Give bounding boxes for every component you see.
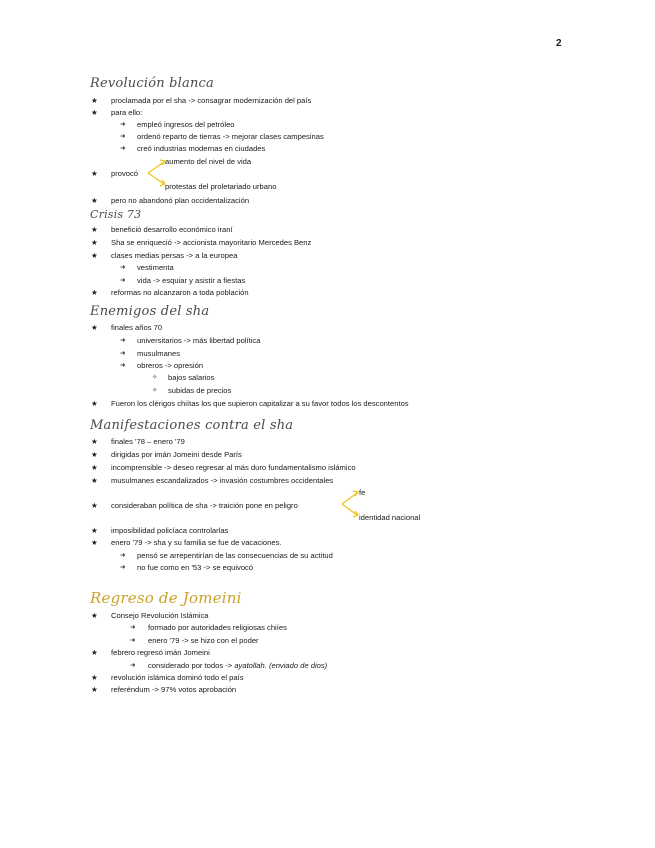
bullet-star: ★ bbox=[91, 196, 98, 205]
list-item: enero '79 -> se hizo con el poder bbox=[148, 636, 259, 645]
arrow-down-line bbox=[342, 504, 357, 515]
arrow-bullet-icon: ➜ bbox=[120, 277, 126, 284]
heading-manifestaciones: Manifestaciones contra el sha bbox=[90, 418, 294, 433]
list-item: incomprensible -> deseo regresar al más duro fundamentalismo islámico bbox=[111, 463, 356, 472]
heading-crisis: Crisis 73 bbox=[90, 208, 142, 221]
list-item: obreros -> opresión bbox=[137, 361, 204, 370]
sparkle-bullet-icon: ✧ bbox=[152, 387, 158, 394]
list-item-text: considerado por todos -> bbox=[148, 661, 235, 670]
list-item: benefició desarrollo económico iraní bbox=[111, 225, 233, 234]
list-item: clases medias persas -> a la europea bbox=[111, 251, 238, 260]
arrow-bullet-icon: ➜ bbox=[120, 264, 126, 271]
bullet-star: ★ bbox=[91, 611, 98, 620]
list-item-italic: ayatollah. (enviado de dios) bbox=[234, 661, 328, 670]
bullet-star: ★ bbox=[91, 648, 98, 657]
arrow-bullet-icon: ➜ bbox=[120, 552, 126, 559]
list-item: empleó ingresos del petróleo bbox=[137, 120, 235, 129]
list-item: referéndum -> 97% votos aprobación bbox=[111, 685, 237, 694]
bullet-star: ★ bbox=[91, 501, 98, 510]
arrow-bullet-icon: ➜ bbox=[120, 121, 126, 128]
list-item: no fue como en '53 -> se equivocó bbox=[137, 563, 254, 572]
bullet-star: ★ bbox=[91, 450, 98, 459]
arrow-bullet-icon: ➜ bbox=[130, 637, 136, 644]
heading-enemigos: Enemigos del sha bbox=[90, 304, 210, 319]
list-item: formado por autoridades religiosas chiíes bbox=[148, 623, 287, 632]
bullet-star: ★ bbox=[91, 476, 98, 485]
list-item: musulmanes bbox=[137, 349, 181, 358]
list-item: universitarios -> más libertad política bbox=[137, 336, 261, 345]
arrow-bullet-icon: ➜ bbox=[120, 564, 126, 571]
heading-revolucion-blanca: Revolución blanca bbox=[90, 76, 214, 91]
arrow-bullet-icon: ➜ bbox=[130, 662, 136, 669]
arrow-down-line bbox=[148, 173, 164, 184]
bullet-star: ★ bbox=[91, 673, 98, 682]
bullet-star: ★ bbox=[91, 238, 98, 247]
list-item: bajos salarios bbox=[168, 373, 215, 382]
list-item: finales años 70 bbox=[111, 323, 163, 332]
page-number: 2 bbox=[556, 38, 562, 49]
bullet-star: ★ bbox=[91, 538, 98, 547]
list-item: musulmanes escandalizados -> invasión costumbres occidentales bbox=[111, 476, 334, 485]
arrow-bullet-icon: ➜ bbox=[130, 624, 136, 631]
bullet-star: ★ bbox=[91, 288, 98, 297]
list-item: ordenó reparto de tierras -> mejorar clases campesinas bbox=[137, 132, 324, 141]
arrow-bullet-icon: ➜ bbox=[120, 145, 126, 152]
list-item: imposibilidad policíaca controlarlas bbox=[111, 526, 229, 535]
bullet-star: ★ bbox=[91, 685, 98, 694]
list-item: enero '79 -> sha y su familia se fue de vacaciones. bbox=[111, 538, 282, 547]
list-item: pero no abandonó plan occidentalización bbox=[111, 196, 250, 205]
bullet-star: ★ bbox=[91, 169, 98, 178]
list-item: Consejo Revolución Islámica bbox=[111, 611, 209, 620]
bullet-star: ★ bbox=[91, 96, 98, 105]
bullet-star: ★ bbox=[91, 463, 98, 472]
list-item: Fueron los clérigos chiítas los que supieron capitalizar a su favor todos los descontentos bbox=[111, 399, 409, 408]
branch-arrow-provoco bbox=[148, 160, 165, 186]
list-item: finales '78 – enero '79 bbox=[111, 437, 185, 446]
heading-regreso: Regreso de Jomeini bbox=[90, 589, 242, 607]
branch-label: fe bbox=[359, 488, 366, 497]
list-item: pensó se arrepentirían de las consecuencias de su actitud bbox=[137, 551, 333, 560]
bullet-star: ★ bbox=[91, 437, 98, 446]
bullet-star: ★ bbox=[91, 225, 98, 234]
arrow-up-line bbox=[342, 493, 357, 504]
list-item: provocó bbox=[111, 169, 139, 178]
list-item: revolución islámica dominó todo el país bbox=[111, 673, 244, 682]
list-item: vida -> esquiar y asistir a fiestas bbox=[137, 276, 246, 285]
bullet-star: ★ bbox=[91, 108, 98, 117]
list-item: proclamada por el sha -> consagrar modernización del país bbox=[111, 96, 312, 105]
list-item: consideraban política de sha -> traición pone en peligro bbox=[111, 501, 298, 510]
branch-label: aumento del nivel de vida bbox=[165, 157, 252, 166]
list-item: para ello: bbox=[111, 108, 143, 117]
list-item: Sha se enriqueció -> accionista mayoritario Mercedes Benz bbox=[111, 238, 312, 247]
list-item: febrero regresó imán Jomeini bbox=[111, 648, 210, 657]
branch-arrow-peligro bbox=[342, 491, 358, 517]
arrow-up-line bbox=[148, 162, 164, 173]
list-item: subidas de precios bbox=[168, 386, 232, 395]
list-item: dirigidas por imán Jomeini desde París bbox=[111, 450, 242, 459]
bullet-star: ★ bbox=[91, 399, 98, 408]
bullet-star: ★ bbox=[91, 323, 98, 332]
list-item: creó industrias modernas en ciudades bbox=[137, 144, 266, 153]
branch-label: protestas del proletariado urbano bbox=[165, 182, 277, 191]
sparkle-bullet-icon: ✧ bbox=[152, 374, 158, 381]
bullet-star: ★ bbox=[91, 526, 98, 535]
branch-label: identidad nacional bbox=[359, 513, 421, 522]
arrow-bullet-icon: ➜ bbox=[120, 133, 126, 140]
list-item: reformas no alcanzaron a toda población bbox=[111, 288, 249, 297]
arrow-bullet-icon: ➜ bbox=[120, 350, 126, 357]
arrow-bullet-icon: ➜ bbox=[120, 362, 126, 369]
bullet-star: ★ bbox=[91, 251, 98, 260]
list-item: vestimenta bbox=[137, 263, 174, 272]
arrow-bullet-icon: ➜ bbox=[120, 337, 126, 344]
